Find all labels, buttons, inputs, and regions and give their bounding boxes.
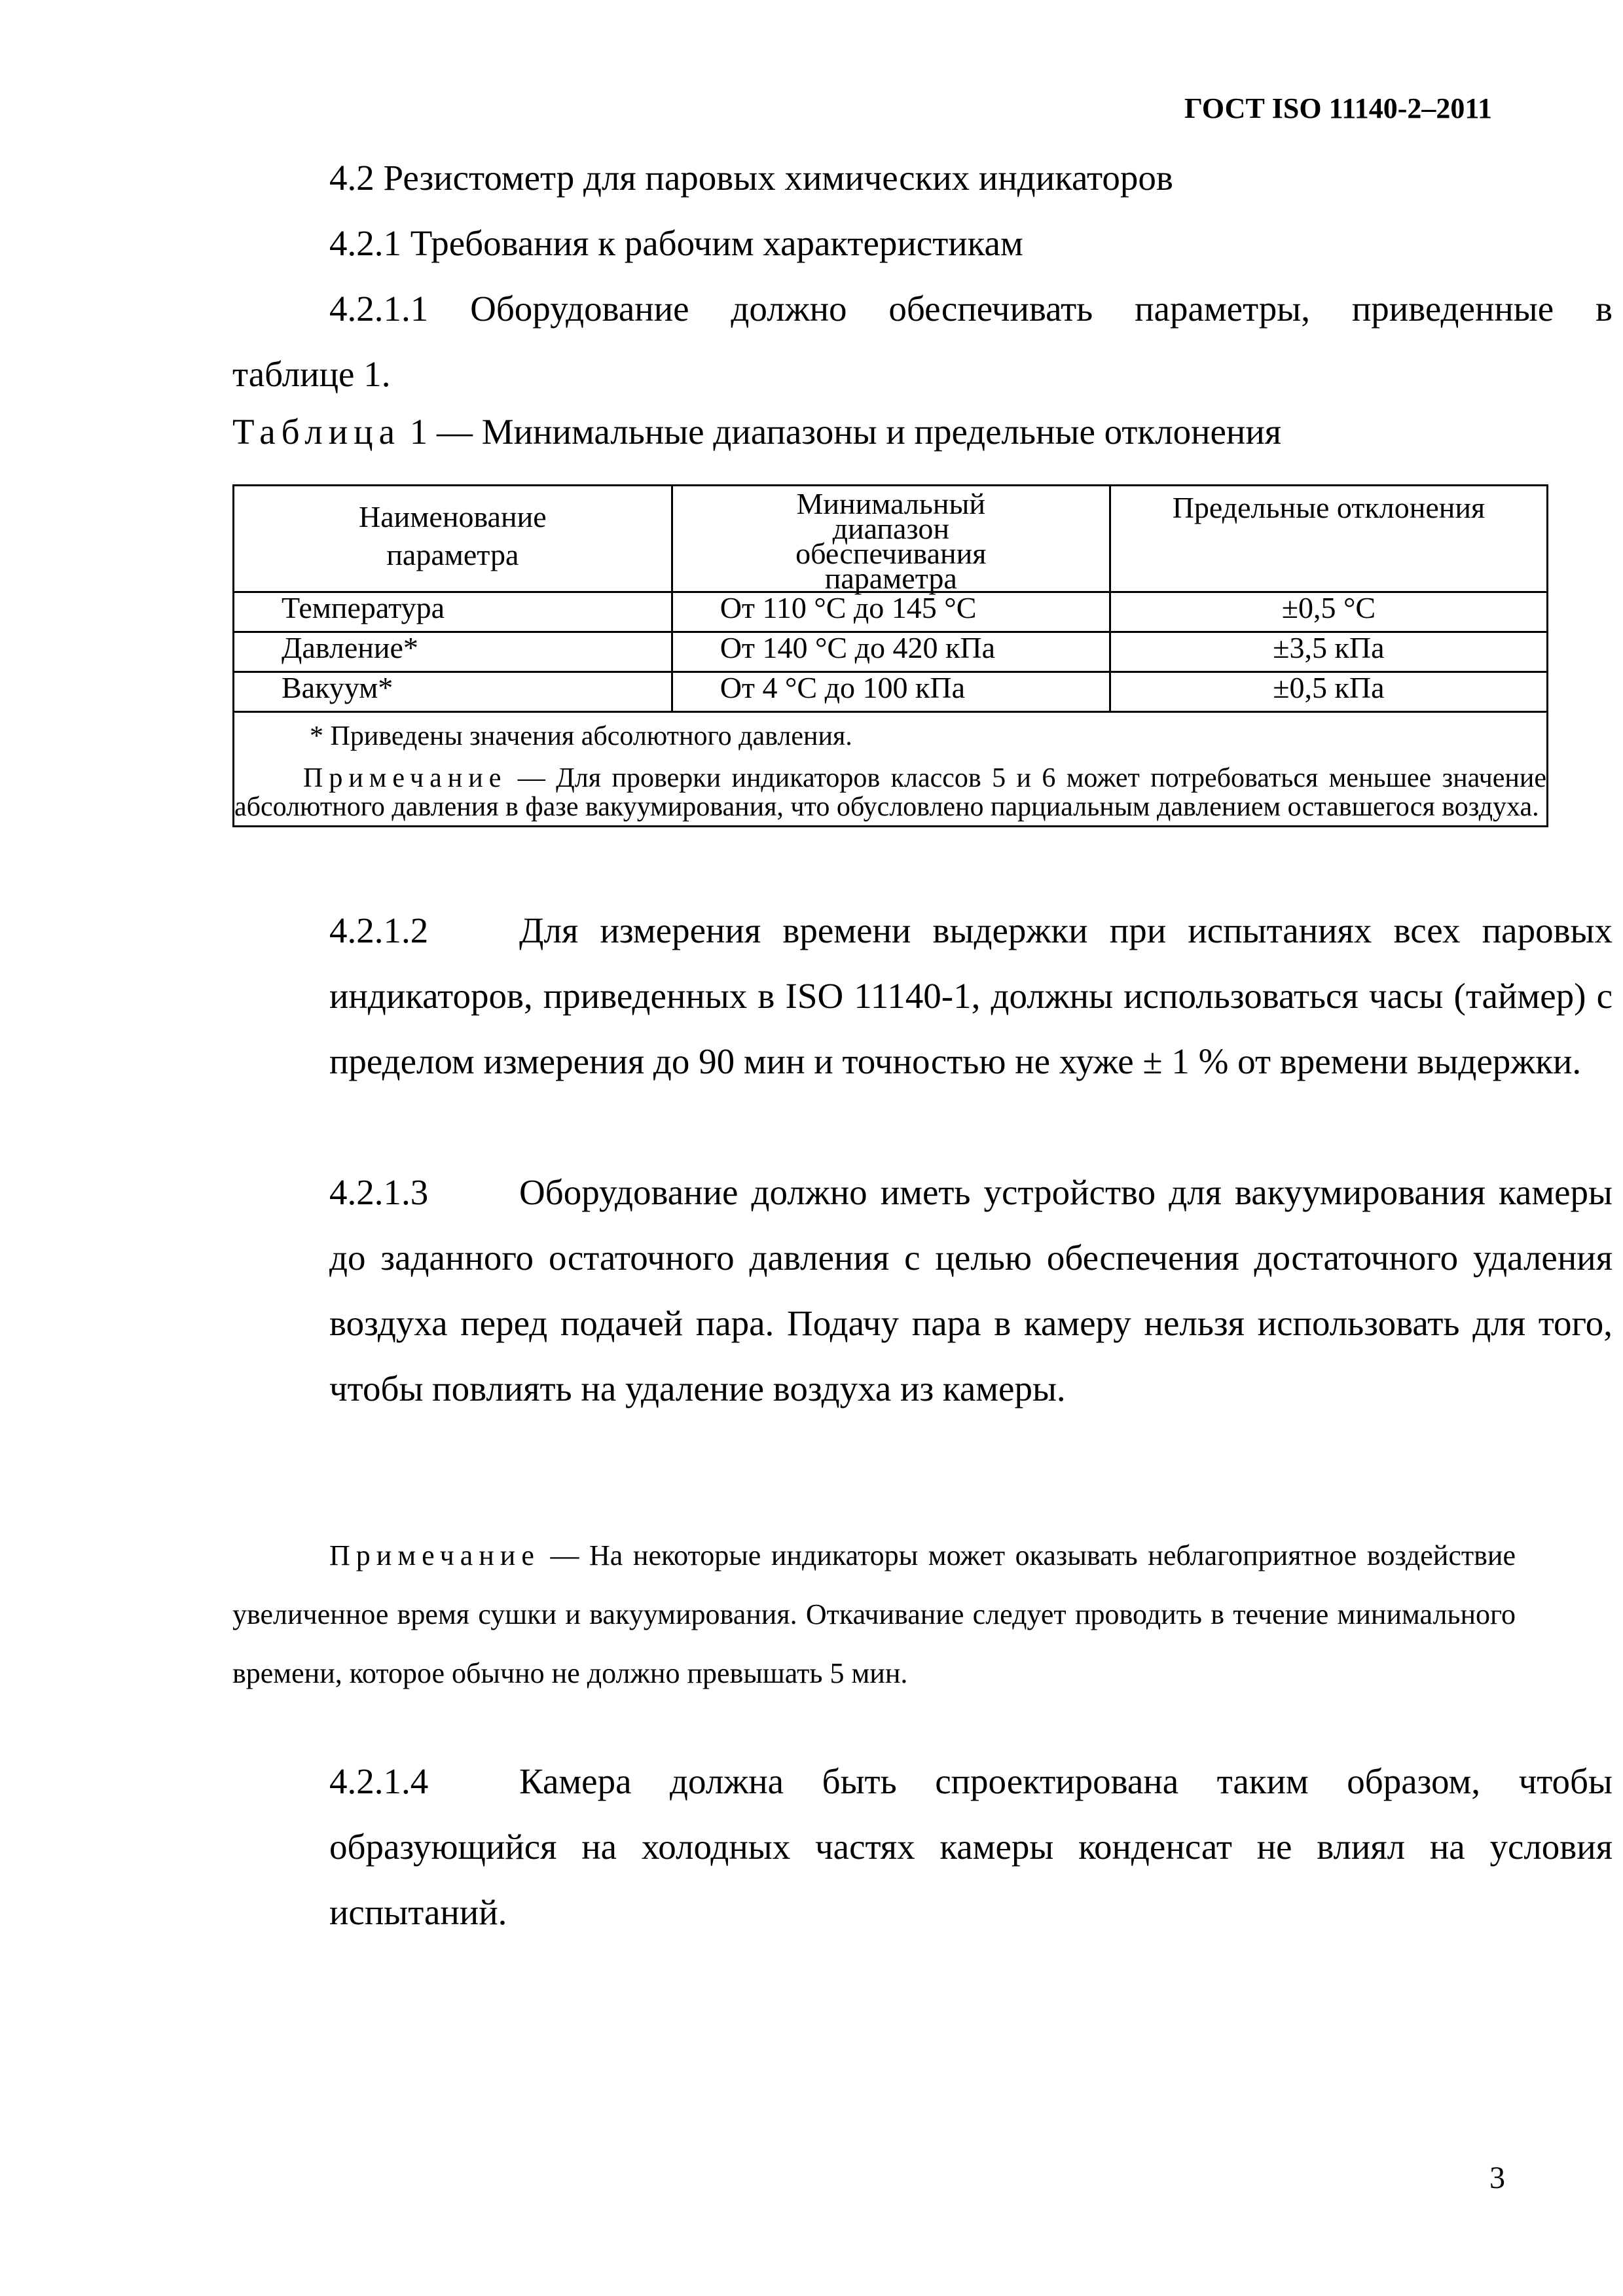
param-range-cell: От 4 °С до 100 кПа [672, 672, 1110, 712]
table-footer-cell [234, 712, 1548, 827]
param-tolerance-cell: ±0,5 °С [1110, 592, 1547, 632]
note-label: Примечание [329, 1539, 540, 1571]
param-tolerance-cell: ±0,5 кПа [1110, 672, 1547, 712]
clause-text: Для измерения времени выдержки при испытаниях всех паровых индикаторов, приведенных в ISO 11140-1, должны использоваться часы (таймер) с пределом измерения до 90 мин и точностью не хуже ± 1 % от времени выдержки. [329, 910, 1613, 1081]
clause-text: Оборудование должно иметь устройство для вакуумирования камеры до заданного остаточного давления с целью обеспечения достаточного удаления воздуха перед подачей пара. Подачу пара в камеру нельзя использовать для того, чтобы повлиять на удаление воздуха из камеры. [329, 1172, 1613, 1408]
paragraph-4-2-1-2 [232, 898, 1613, 1094]
parameters-table [232, 484, 1548, 827]
table-caption-text: 1 — Минимальные диапазоны и предельные отклонения [400, 412, 1282, 452]
table-row [234, 632, 1548, 672]
table-note-label: Примечание [303, 763, 507, 793]
clause-number: 4.2.1.4 [329, 1761, 429, 1801]
param-name-cell: Вакуум* [234, 672, 672, 712]
table-footnote: * Приведены значения абсолютного давления. [310, 721, 852, 751]
param-range-cell: От 140 °С до 420 кПа [672, 632, 1110, 672]
note-text: — На некоторые индикаторы может оказывать неблагоприятное воздействие увеличенное время сушки и вакуумирования. Откачивание следует проводить в течение минимального времени, которое обычно не должно превышать 5 мин. [232, 1539, 1516, 1689]
table-caption-label: Таблица [232, 412, 401, 452]
paragraph-4-2-1-1-line1: 4.2.1.1 Оборудование должно обеспечивать параметры, приведенные в [329, 289, 1613, 329]
paragraph-4-2-1-1-line2: таблице 1. [232, 354, 391, 394]
document-code-header: ГОСТ ISO 11140-2–2011 [1184, 92, 1492, 124]
param-range-cell: От 110 °С до 145 °С [672, 592, 1110, 632]
clause-number: 4.2.1.2 [329, 910, 429, 950]
table-note-text: — Для проверки индикаторов классов 5 и 6 может потребоваться меньшее значение абсолютного давления в фазе вакуумирования, что обусловлено парциальным давлением оставшегося воздуха. [234, 763, 1546, 822]
table-header-cell: Наименование параметра [234, 486, 672, 592]
table-footer-row [234, 712, 1548, 827]
param-name-cell: Давление* [234, 632, 672, 672]
paragraph-4-2-1-4 [232, 1749, 1613, 1945]
section-heading: 4.2 Резистометр для паровых химических индикаторов [329, 158, 1173, 198]
table-caption [232, 411, 1281, 452]
clause-number: 4.2.1.3 [329, 1172, 429, 1212]
table-row [234, 672, 1548, 712]
note-paragraph [232, 1526, 1516, 1703]
clause-text: Камера должна быть спроектирована таким образом, чтобы образующийся на холодных частях камеры конденсат не влиял на условия испытаний. [329, 1761, 1613, 1932]
subsection-heading: 4.2.1 Требования к рабочим характеристикам [329, 223, 1023, 263]
param-tolerance-cell: ±3,5 кПа [1110, 632, 1547, 672]
table-row [234, 592, 1548, 632]
page-number: 3 [1489, 2161, 1505, 2195]
table-header-cell: Минимальный диапазон обеспечивания параметра [672, 486, 1110, 592]
table-header-cell: Предельные отклонения [1110, 486, 1547, 592]
table-header-row [234, 486, 1548, 592]
param-name-cell: Температура [234, 592, 672, 632]
paragraph-4-2-1-3 [232, 1160, 1613, 1422]
table-note [234, 755, 1546, 821]
